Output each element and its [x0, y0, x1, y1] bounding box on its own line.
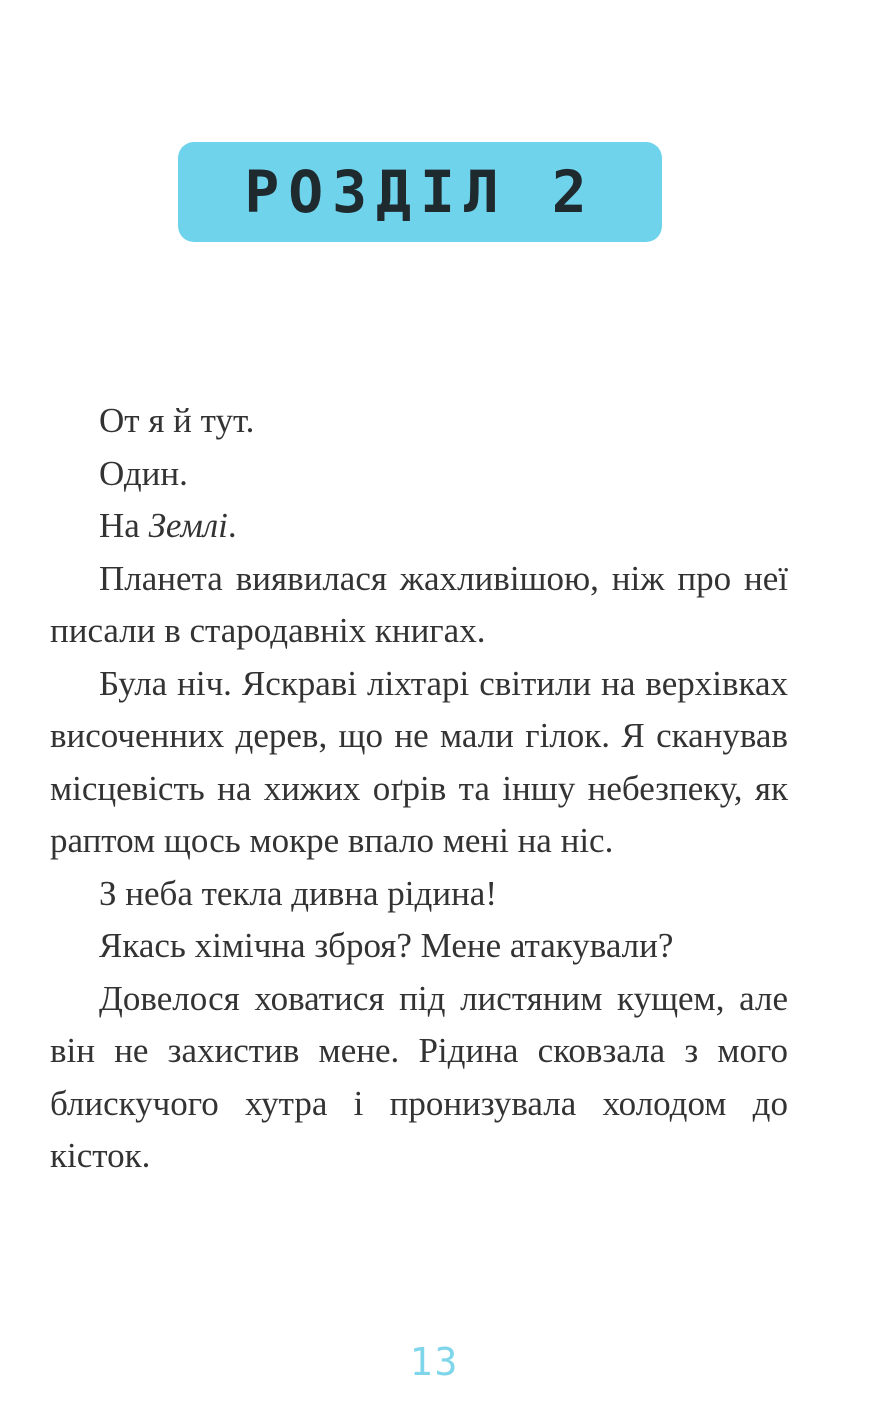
paragraph: З неба текла дивна рідина!	[99, 873, 497, 913]
paragraph: От я й тут.	[99, 401, 255, 440]
paragraph: Була ніч. Яскраві ліхтарі світили на верхівках височенних дерев, що не мали гілок. Я сканував місцевість на хижих оґрів та іншу небезпеку, як раптом щось мокре впало мені на ніс.	[50, 663, 788, 860]
paragraph-suffix: .	[227, 506, 237, 545]
body-text	[50, 395, 788, 1183]
chapter-title: РОЗДІЛ 2	[244, 158, 596, 226]
paragraph: Якась хімічна зброя? Мене атакували?	[99, 926, 674, 965]
paragraph	[50, 500, 788, 553]
paragraph: Планета виявилася жахливішою, ніж про неї писали в стародавніх книгах.	[50, 558, 788, 650]
emphasized-word: Землі	[148, 506, 228, 545]
page-number: 13	[409, 1340, 460, 1384]
paragraph-prefix: На	[99, 506, 149, 545]
paragraph: Довелося ховатися під листяним кущем, але він не захистив мене. Рідина сковзала з мого блискучого хутра і пронизувала холодом до кісток.	[50, 978, 788, 1175]
chapter-badge	[178, 142, 662, 242]
paragraph: Один.	[99, 453, 188, 493]
